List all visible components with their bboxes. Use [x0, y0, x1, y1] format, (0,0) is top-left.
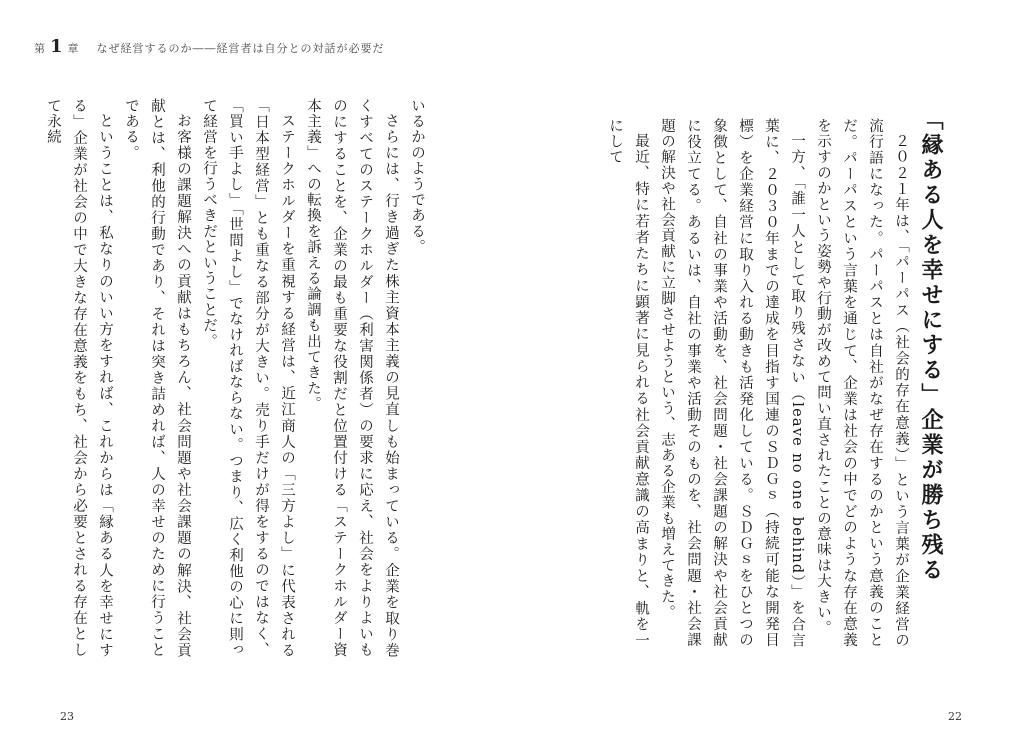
section-heading: 「縁ある人を幸せにする」企業が勝ち残る	[918, 108, 944, 583]
chapter-number: 1	[50, 36, 63, 57]
paragraph: さらには、行き過ぎた株主資本主義の見直しも始まっている。企業を取り巻くすべてのステークホルダー（利害関係者）の要求に応え、社会をよりよいものにすることを、企業の最も重要な役割だと位置付ける「ステークホルダー資本主義」への転換を訴える論調も出てきた。	[305, 98, 399, 658]
paragraph-continued: いるかのようである。	[409, 98, 425, 255]
paragraph: ということは、私なりのいい方をすれば、これからは「縁ある人を幸せにする」企業が社会の中で大きな存在意義をもち、社会から必要とされる存在として永続	[45, 98, 113, 658]
chapter-prefix: 第	[34, 42, 45, 55]
paragraph: 最近、特に若者たちに顕著に見られる社会貢献意識の高まりと、軌を一にして	[607, 118, 649, 648]
paragraph: ２０２１年は、「パーパス（社会的存在意義）」という言葉が企業経営の流行語になった。パーパスとは自社がなぜ存在するのかという意義のことだ。パーパスという言葉を通じて、企業は社会の中でどのような存在意義を示すのかという姿勢や行動が改めて問い直されたことの意味は大きい。	[815, 118, 909, 648]
chapter-title: なぜ経営するのか――経営者は自分との対話が必要だ	[96, 42, 385, 55]
paragraph: お客様の課題解決への貢献はもちろん、社会問題や社会課題の解決、社会貢献とは、利他的行動であり、それは突き詰めれば、人の幸せのために行うことである。	[123, 98, 191, 658]
page-number-left: 23	[60, 710, 74, 723]
paragraph: ステークホルダーを重視する経営は、近江商人の「三方よし」に代表される「日本型経営」とも重なる部分が大きい。売り手だけが得をするのではなく、「買い手よし」「世間よし」でなければならない。つまり、広く利他の心に則って経営を行うべきだということだ。	[201, 98, 295, 658]
paragraph: 一方、「誰一人として取り残さない（leave no one behind）」を合言葉に、２０３０年までの達成を目指す国連のＳＤＧｓ（持続可能な開発目標）を企業経営に取り入れる動きも活発化している。ＳＤＧｓをひとつの象徴として、自社の事業や活動を、社会問題・社会課題の解決や社会貢献に役立てる。あるいは、自社の事業や活動そのものを、社会問題・社会課題の解決や社会貢献に立脚させようという、志ある企業も増えてきた。	[659, 118, 805, 648]
right-page-body	[602, 118, 914, 648]
left-page-body	[40, 98, 430, 658]
chapter-suffix: 章	[67, 42, 79, 55]
page-number-right: 22	[948, 710, 962, 723]
running-header	[34, 36, 385, 57]
